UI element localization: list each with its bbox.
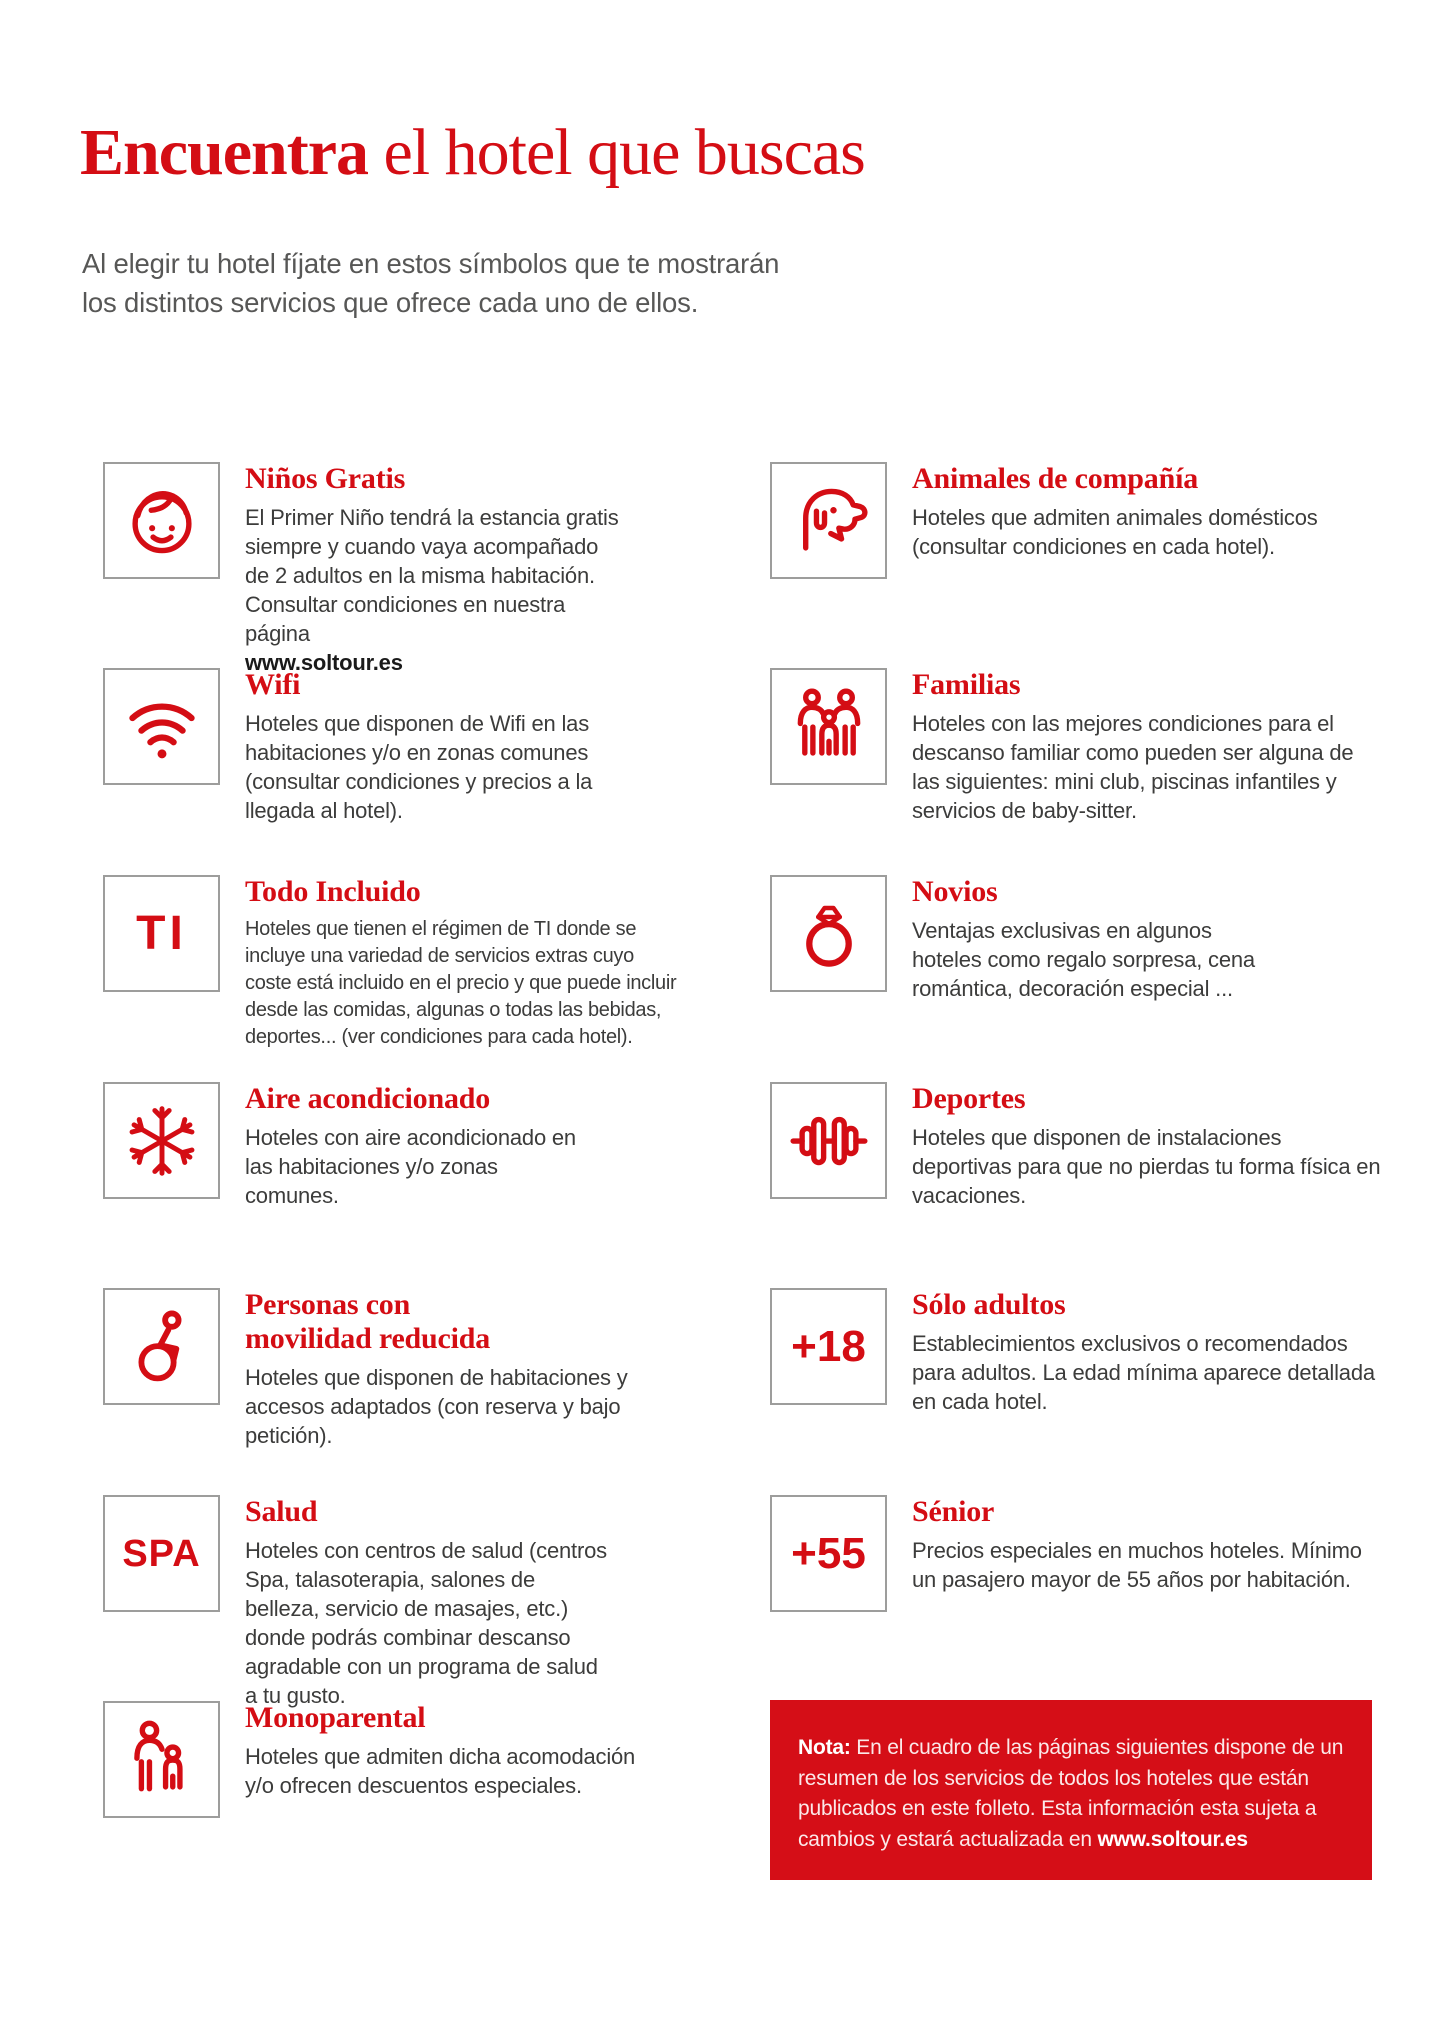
item-title: Sénior — [912, 1495, 995, 1528]
single-parent-icon — [119, 1717, 205, 1803]
icon-box — [770, 1288, 887, 1405]
service-item-wifi — [103, 668, 627, 825]
item-title: Aire acondicionado — [245, 1082, 491, 1115]
page-subtitle: Al elegir tu hotel fíjate en estos símbolos que te mostrarán los distintos servicios que ofrece cada uno de ellos. — [82, 248, 780, 318]
icon-box — [770, 462, 887, 579]
item-desc: Hoteles que admiten dicha acomodación y/o ofrecen descuentos especiales. — [245, 1744, 636, 1798]
item-desc: Hoteles que disponen de instalaciones deportivas para que no pierdas tu forma física en vacaciones. — [912, 1125, 1381, 1208]
item-title: Animales de compañía — [912, 462, 1199, 495]
icon-box — [770, 1082, 887, 1199]
soltour-url: www.soltour.es — [1097, 1827, 1248, 1851]
item-desc: Hoteles con centros de salud (centros Spa, talasoterapia, salones de belleza, servicio de masajes, etc.) donde podrás combinar descanso agradable con un programa de salud a tu gusto. — [245, 1538, 607, 1708]
item-title: Familias — [912, 668, 1021, 701]
item-desc: Hoteles que disponen de habitaciones y accesos adaptados (con reserva y bajo petición). — [245, 1365, 628, 1448]
icon-box — [103, 668, 220, 785]
item-desc: El Primer Niño tendrá la estancia gratis siempre y cuando vaya acompañado de 2 adultos en la misma habitación. Consultar condiciones en nuestra página www.soltour.es — [245, 503, 623, 677]
ring-icon — [786, 891, 872, 977]
icon-box — [103, 1288, 220, 1405]
item-desc: Hoteles que admiten animales domésticos (consultar condiciones en cada hotel). — [912, 505, 1318, 559]
service-item-senior — [770, 1495, 1364, 1612]
item-title: Salud — [245, 1495, 318, 1528]
child-face-icon — [119, 478, 205, 564]
icon-box — [770, 668, 887, 785]
plus-18-icon: +18 — [791, 1321, 866, 1371]
wheelchair-icon — [119, 1304, 205, 1390]
icon-box — [103, 1701, 220, 1818]
service-item-novios — [770, 875, 1257, 1003]
service-item-salud — [103, 1495, 613, 1710]
item-title: Novios — [912, 875, 998, 908]
wifi-icon — [119, 684, 205, 770]
soltour-url: www.soltour.es — [245, 650, 403, 675]
icon-box — [770, 875, 887, 992]
family-icon — [786, 684, 872, 770]
service-item-deportes — [770, 1082, 1384, 1210]
item-desc: Ventajas exclusivas en algunos hoteles como regalo sorpresa, cena romántica, decoración especial ... — [912, 918, 1255, 1001]
item-desc: Hoteles con las mejores condiciones para el descanso familiar como pueden ser alguna de las siguientes: mini club, piscinas infantiles y servicios de baby-sitter. — [912, 711, 1354, 823]
item-desc: Hoteles que disponen de Wifi en las habitaciones y/o en zonas comunes (consultar condiciones y precios a la llegada al hotel). — [245, 711, 593, 823]
page-title-rest: el hotel que buscas — [368, 116, 865, 189]
item-title: Personas con movilidad reducida — [245, 1288, 491, 1355]
item-desc: Hoteles con aire acondicionado en las habitaciones y/o zonas comunes. — [245, 1125, 576, 1208]
snowflake-icon — [119, 1098, 205, 1184]
item-desc: Hoteles que tienen el régimen de TI donde se incluye una variedad de servicios extras cuyo coste está incluido en el precio y que puede incluir desde las comidas, algunas o todas las bebidas, deportes... (ver condiciones para cada hotel). — [245, 918, 677, 1048]
service-item-todo-incluido — [103, 875, 683, 1051]
item-title: Deportes — [912, 1082, 1026, 1115]
spa-letters-icon: SPA — [122, 1532, 201, 1575]
service-item-animales — [770, 462, 1337, 579]
item-title: Todo Incluido — [245, 875, 421, 908]
service-item-solo-adultos — [770, 1288, 1380, 1416]
item-desc: Precios especiales en muchos hoteles. Mínimo un pasajero mayor de 55 años por habitación. — [912, 1538, 1362, 1592]
page-title-lead: Encuentra — [80, 116, 368, 189]
item-desc: Establecimientos exclusivos o recomendados para adultos. La edad mínima aparece detallada en cada hotel. — [912, 1331, 1375, 1414]
item-title: Monoparental — [245, 1701, 426, 1734]
icon-box — [103, 1495, 220, 1612]
dog-icon — [786, 478, 872, 564]
note-box — [770, 1700, 1372, 1880]
service-item-movilidad — [103, 1288, 637, 1450]
item-title: Wifi — [245, 668, 301, 701]
dumbbell-icon — [786, 1098, 872, 1184]
service-item-familias — [770, 668, 1370, 825]
ti-letters-icon: TI — [136, 906, 187, 960]
plus-55-icon: +55 — [791, 1528, 866, 1578]
page-title — [80, 118, 865, 187]
note-text: Nota: En el cuadro de las páginas siguientes dispone de un resumen de los servicios de todos los hoteles que están publicados en este folleto. Esta información esta sujeta a cambios y estará actualizada en www.soltour.es — [798, 1736, 1344, 1851]
note-label: Nota: — [798, 1736, 851, 1759]
service-item-aire — [103, 1082, 590, 1210]
icon-box — [103, 462, 220, 579]
item-title: Sólo adultos — [912, 1288, 1066, 1321]
icon-box — [770, 1495, 887, 1612]
icon-box — [103, 875, 220, 992]
icon-box — [103, 1082, 220, 1199]
service-item-ninos-gratis — [103, 462, 623, 677]
item-title: Niños Gratis — [245, 462, 406, 495]
service-item-monoparental — [103, 1701, 637, 1818]
